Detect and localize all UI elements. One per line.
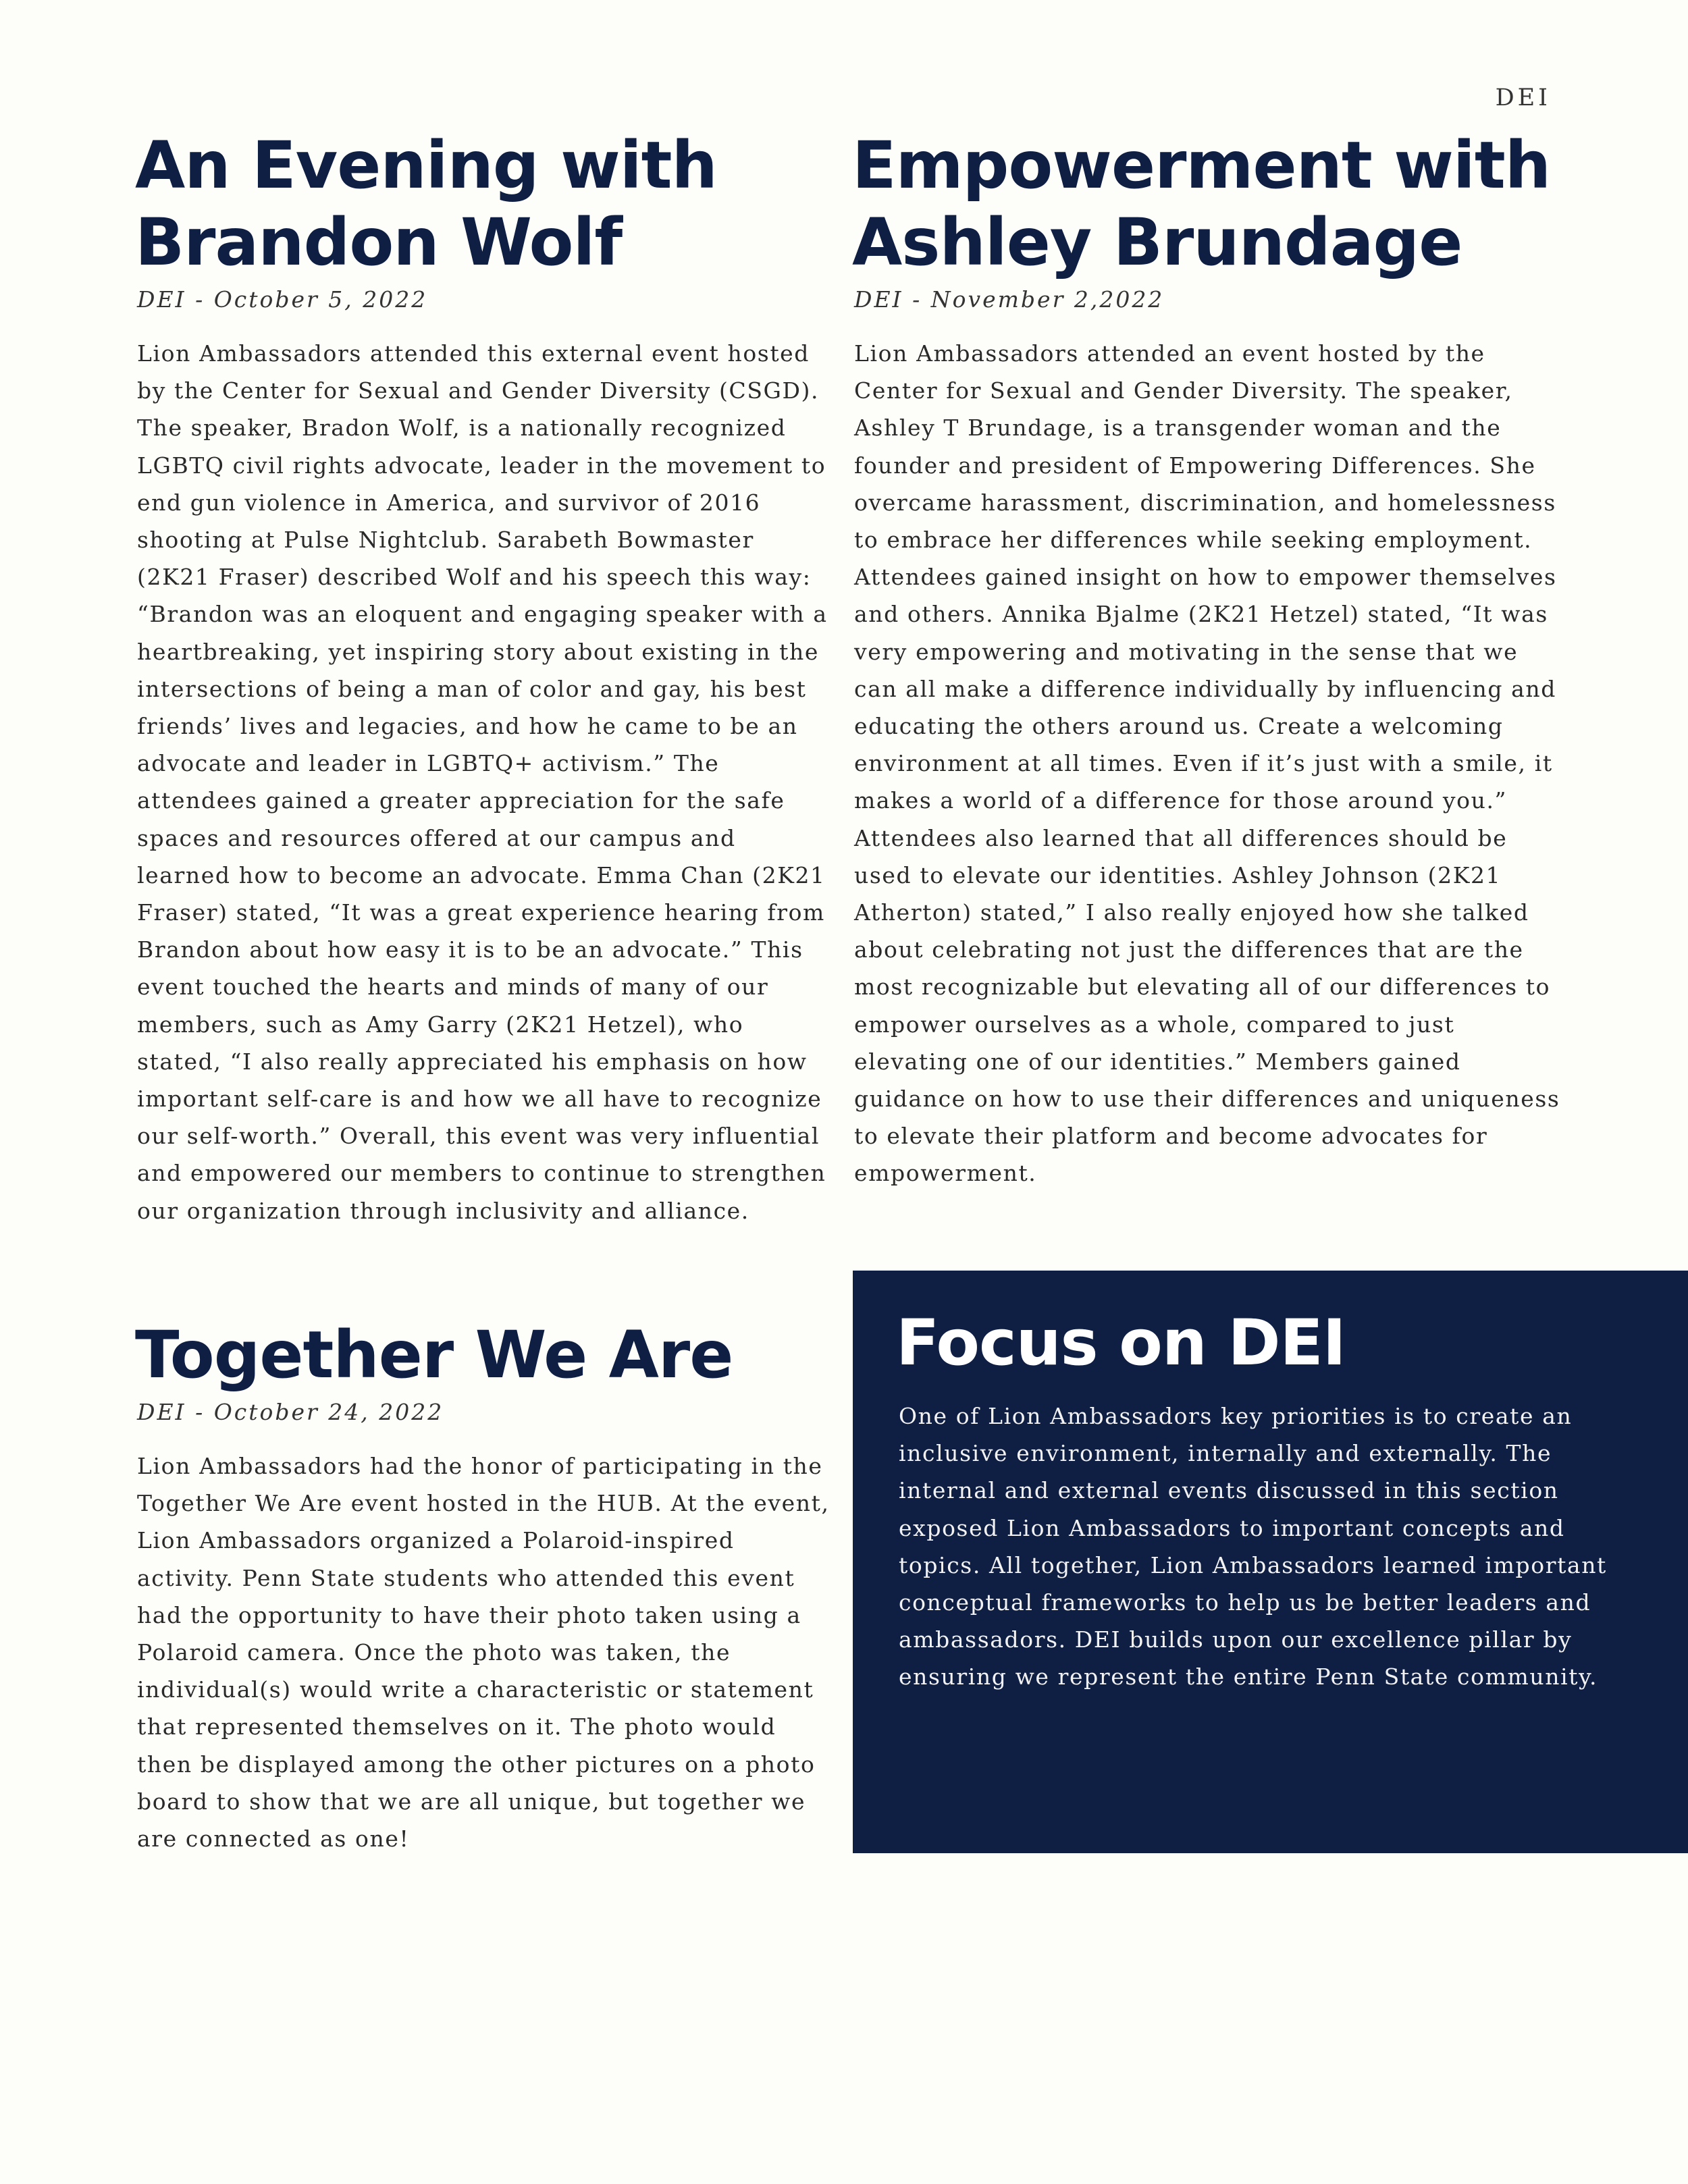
article-brandon-wolf	[135, 127, 830, 1229]
focus-on-dei-box	[853, 1271, 1688, 1853]
article-ashley-brundage	[852, 127, 1568, 1192]
article-date-line: DEI - October 24, 2022	[137, 1399, 444, 1425]
article-date-line: DEI - November 2,2022	[854, 286, 1165, 313]
article-body: Lion Ambassadors attended this external event hosted by the Center for Sexual and Gender Diversity (CSGD). The speaker, Bradon Wolf, is a nationally recognized LGBTQ civil rights advocate, leader in the movement to end gun violence in America, and survivor of 2016 shooting at Pulse Nightclub. Sarabeth Bowmaster (2K21 Fraser) described Wolf and his speech this way: “Brandon was an eloquent and engaging speaker with a heartbreaking, yet inspiring story about existing in the intersections of being a man of color and gay, his best friends’ lives and legacies, and how he came to be an advocate and leader in LGBTQ+ activism.” The attendees gained a greater appreciation for the safe spaces and resources offered at our campus and learned how to become an advocate. Emma Chan (2K21 Fraser) stated, “It was a great experience hearing from Brandon about how easy it is to be an advocate.” This event touched the hearts and minds of many of our members, such as Amy Garry (2K21 Hetzel), who stated, “I also really appreciated his emphasis on how important self-care is and how we all have to recognize our self-worth.” Overall, this event was very influential and empowered our members to continue to strengthen our organization through inclusivity and alliance.	[137, 340, 828, 1224]
article-together-we-are	[135, 1316, 830, 1857]
article-date-line: DEI - October 5, 2022	[137, 286, 428, 313]
section-label: DEI	[1495, 84, 1551, 111]
article-body: Lion Ambassadors had the honor of participating in the Together We Are event hosted in the HUB. At the event, Lion Ambassadors organized a Polaroid-inspired activity. Penn State students who attended this event had the opportunity to have their photo taken using a Polaroid camera. Once the photo was taken, the individual(s) would write a characteristic or statement that represented themselves on it. The photo would then be displayed among the other pictures on a photo board to show that we are all unique, but together we are connected as one!	[137, 1453, 830, 1853]
focus-body: One of Lion Ambassadors key priorities is to create an inclusive environment, internally and externally. The internal and external events discussed in this section exposed Lion Ambassadors to important concepts and topics. All together, Lion Ambassadors learned important conceptual frameworks to help us be better leaders and ambassadors. DEI builds upon our excellence pillar by ensuring we represent the entire Penn State community.	[899, 1403, 1607, 1690]
article-title: Together We Are	[135, 1317, 733, 1393]
focus-title: Focus on DEI	[896, 1306, 1346, 1380]
article-title: Empowerment with Ashley Brundage	[852, 128, 1551, 280]
article-body: Lion Ambassadors attended an event hosted by the Center for Sexual and Gender Diversity. The speaker, Ashley T Brundage, is a transgender woman and the founder and president of Empowering Differences. She overcame harassment, discrimination, and homelessness to embrace her differences while seeking employment. Attendees gained insight on how to empower themselves and others. Annika Bjalme (2K21 Hetzel) stated, “It was very empowering and motivating in the sense that we can all make a difference individually by influencing and educating the others around us. Create a welcoming environment at all times. Even if it’s just with a smile, it makes a world of a difference for those around you.” Attendees also learned that all differences should be used to elevate our identities. Ashley Johnson (2K21 Atherton) stated,” I also really enjoyed how she talked about celebrating not just the differences that are the most recognizable but elevating all of our differences to empower ourselves as a whole, compared to just elevating one of our identities.” Members gained guidance on how to use their differences and uniqueness to elevate their platform and become advocates for empowerment.	[854, 340, 1560, 1187]
article-title: An Evening with Brandon Wolf	[135, 128, 717, 280]
